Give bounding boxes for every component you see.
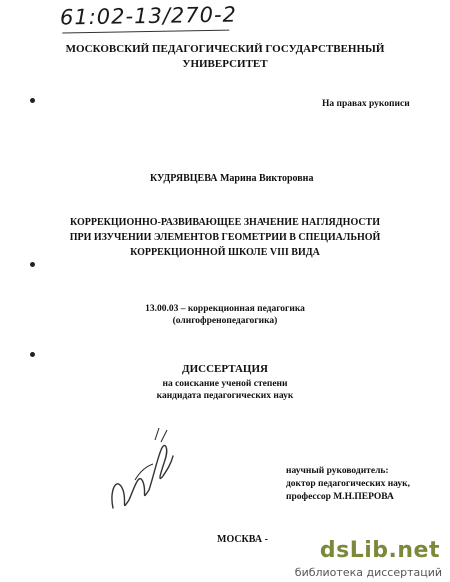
punch-hole-mark — [30, 262, 35, 267]
city-year: МОСКВА - — [217, 534, 268, 545]
title-line-3: КОРРЕКЦИОННОЙ ШКОЛЕ VIII ВИДА — [130, 247, 320, 258]
watermark-logo: dsLib.net — [319, 538, 440, 563]
supervisor-line-1: научный руководитель: — [286, 466, 389, 476]
handwritten-signature — [95, 420, 190, 520]
punch-hole-mark — [30, 352, 35, 357]
university-line-2: УНИВЕРСИТЕТ — [182, 58, 268, 70]
author-name: КУДРЯВЦЕВА Марина Викторовна — [150, 173, 314, 184]
degree-info — [0, 378, 450, 402]
punch-hole-mark — [30, 98, 35, 103]
supervisor-line-2: доктор педагогических наук, — [286, 479, 411, 489]
watermark — [270, 538, 450, 580]
dissertation-title — [0, 215, 450, 260]
university-name — [0, 42, 450, 72]
degree-line-2: кандидата педагогических наук — [156, 391, 294, 401]
manuscript-rights-note: На правах рукописи — [322, 99, 410, 109]
title-line-2: ПРИ ИЗУЧЕНИИ ЭЛЕМЕНТОВ ГЕОМЕТРИИ В СПЕЦИАЛЬНОЙ — [69, 232, 381, 243]
specialty-code — [0, 303, 450, 327]
scientific-supervisor — [286, 465, 410, 504]
university-line-1: МОСКОВСКИЙ ПЕДАГОГИЧЕСКИЙ ГОСУДАРСТВЕННЫЙ — [65, 43, 385, 55]
supervisor-line-3: профессор М.Н.ПЕРОВА — [286, 492, 394, 502]
dissertation-heading: ДИССЕРТАЦИЯ — [182, 363, 268, 375]
handwritten-archive-number: 61:02-13/270-2 — [60, 2, 237, 29]
specialty-line-2: (олигофренопедагогика) — [172, 316, 278, 326]
specialty-line-1: 13.00.03 – коррекционная педагогика — [145, 304, 305, 314]
title-line-1: КОРРЕКЦИОННО-РАЗВИВАЮЩЕЕ ЗНАЧЕНИЕ НАГЛЯДНОСТИ — [69, 217, 381, 228]
watermark-caption: библиотека диссертаций — [294, 566, 442, 579]
handwritten-underline — [62, 30, 229, 34]
degree-line-1: на соискание ученой степени — [162, 379, 288, 389]
